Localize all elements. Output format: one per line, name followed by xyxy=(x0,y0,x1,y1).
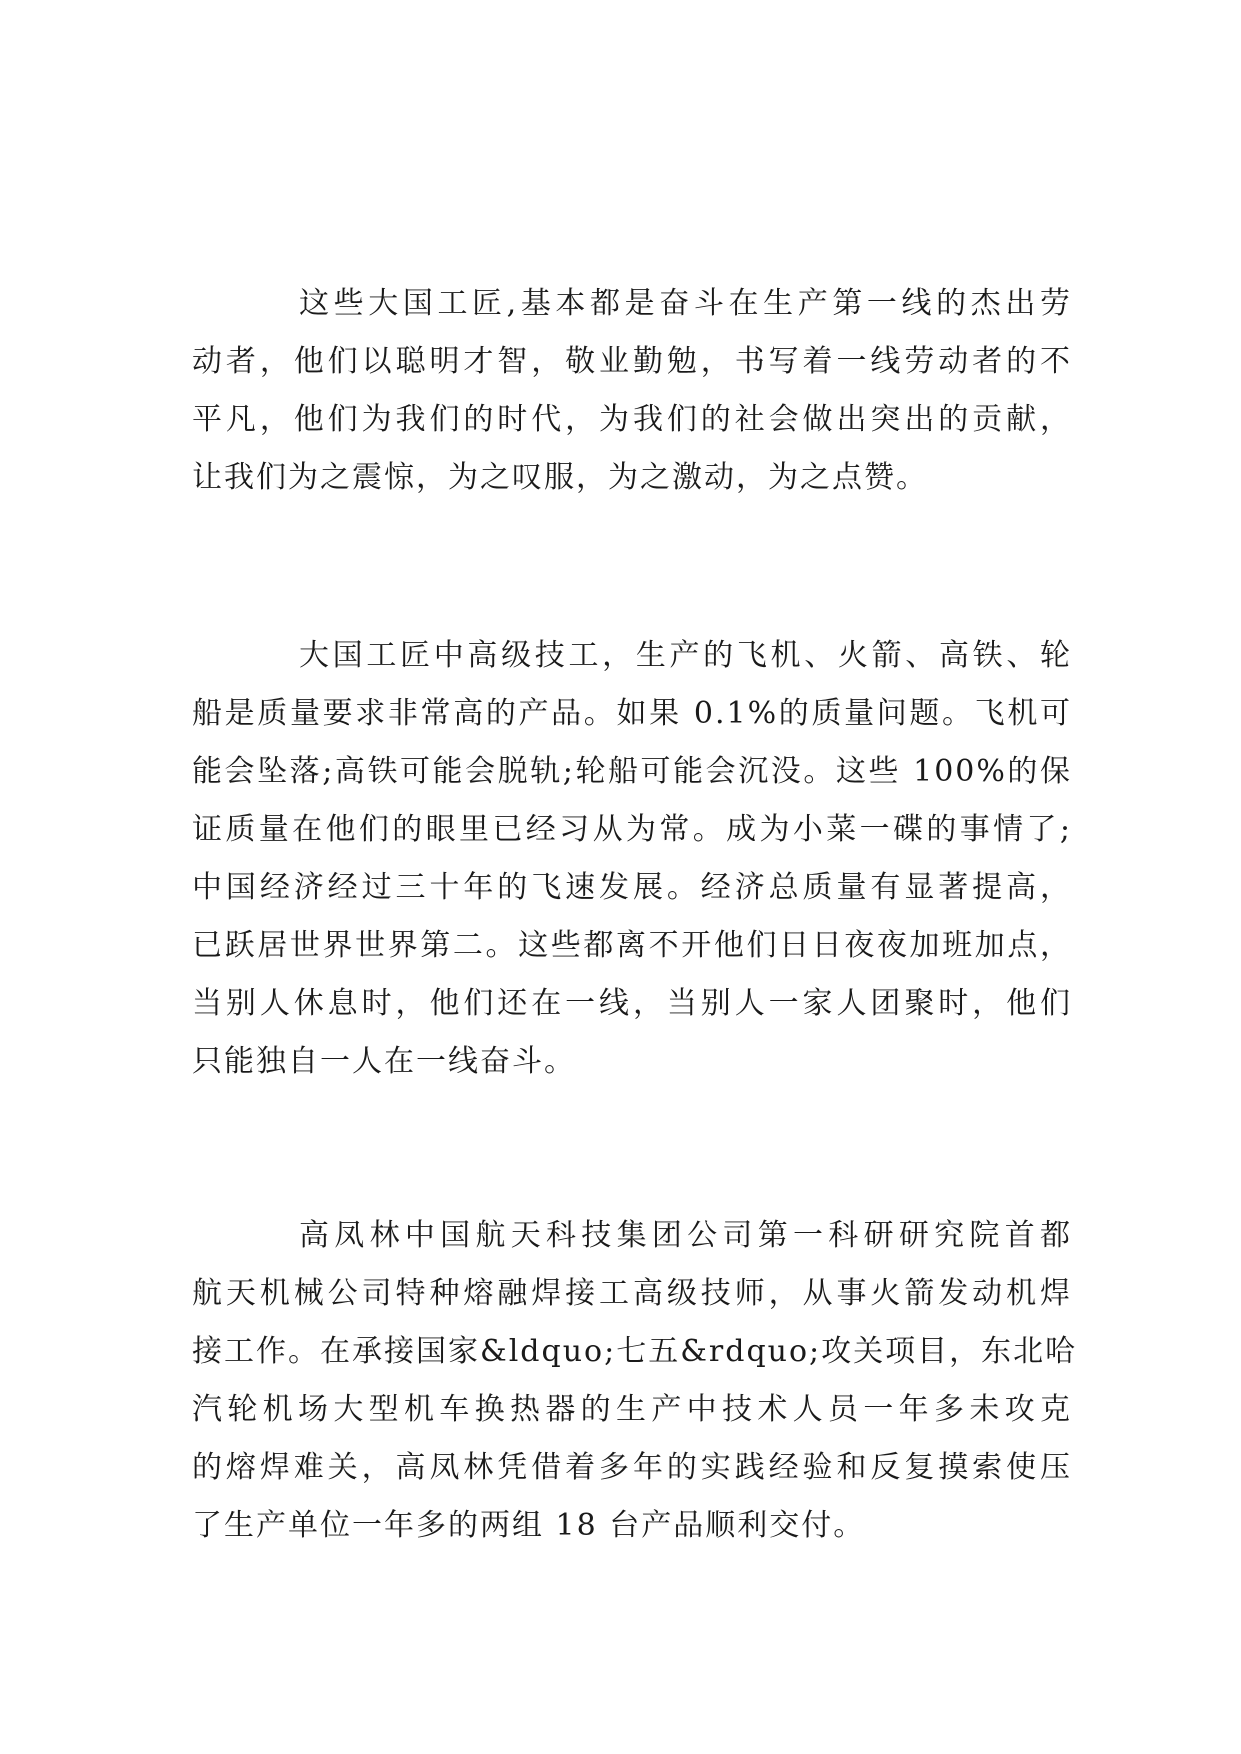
paragraph-line: 已跃居世界世界第二。这些都离不开他们日日夜夜加班加点， xyxy=(192,928,1072,963)
paragraph-line: 了生产单位一年多的两组 18 台产品顺利交付。 xyxy=(192,1508,866,1543)
paragraph-line: 能会坠落;高铁可能会脱轨;轮船可能会沉没。这些 100%的保 xyxy=(192,754,1072,789)
paragraph-line: 平凡，他们为我们的时代，为我们的社会做出突出的贡献， xyxy=(192,402,1072,437)
paragraph-1 xyxy=(192,275,1072,507)
paragraph-line: 航天机械公司特种熔融焊接工高级技师，从事火箭发动机焊 xyxy=(192,1276,1072,1311)
paragraph-line: 接工作。在承接国家&ldquo;七五&rdquo;攻关项目，东北哈 xyxy=(192,1334,1078,1369)
paragraph-line: 证质量在他们的眼里已经习从为常。成为小菜一碟的事情了; xyxy=(192,812,1072,847)
paragraph-line: 当别人休息时，他们还在一线，当别人一家人团聚时，他们 xyxy=(192,986,1072,1021)
paragraph-line: 让我们为之震惊，为之叹服，为之激动，为之点赞。 xyxy=(192,460,928,495)
paragraph-line: 中国经济经过三十年的飞速发展。经济总质量有显著提高， xyxy=(192,870,1072,905)
paragraph-3 xyxy=(192,1207,1078,1555)
paragraph-line: 的熔焊难关，高凤林凭借着多年的实践经验和反复摸索使压 xyxy=(192,1450,1072,1485)
paragraph-line: 汽轮机场大型机车换热器的生产中技术人员一年多未攻克 xyxy=(192,1392,1072,1427)
paragraph-2 xyxy=(192,627,1072,1091)
paragraph-line: 动者，他们以聪明才智，敬业勤勉，书写着一线劳动者的不 xyxy=(192,344,1072,379)
paragraph-line: 大国工匠中高级技工，生产的飞机、火箭、高铁、轮 xyxy=(299,638,1072,673)
paragraph-line: 这些大国工匠,基本都是奋斗在生产第一线的杰出劳 xyxy=(299,286,1072,321)
paragraph-line: 只能独自一人在一线奋斗。 xyxy=(192,1044,576,1079)
paragraph-line: 高凤林中国航天科技集团公司第一科研研究院首都 xyxy=(299,1218,1072,1253)
paragraph-line: 船是质量要求非常高的产品。如果 0.1%的质量问题。飞机可 xyxy=(192,696,1072,731)
